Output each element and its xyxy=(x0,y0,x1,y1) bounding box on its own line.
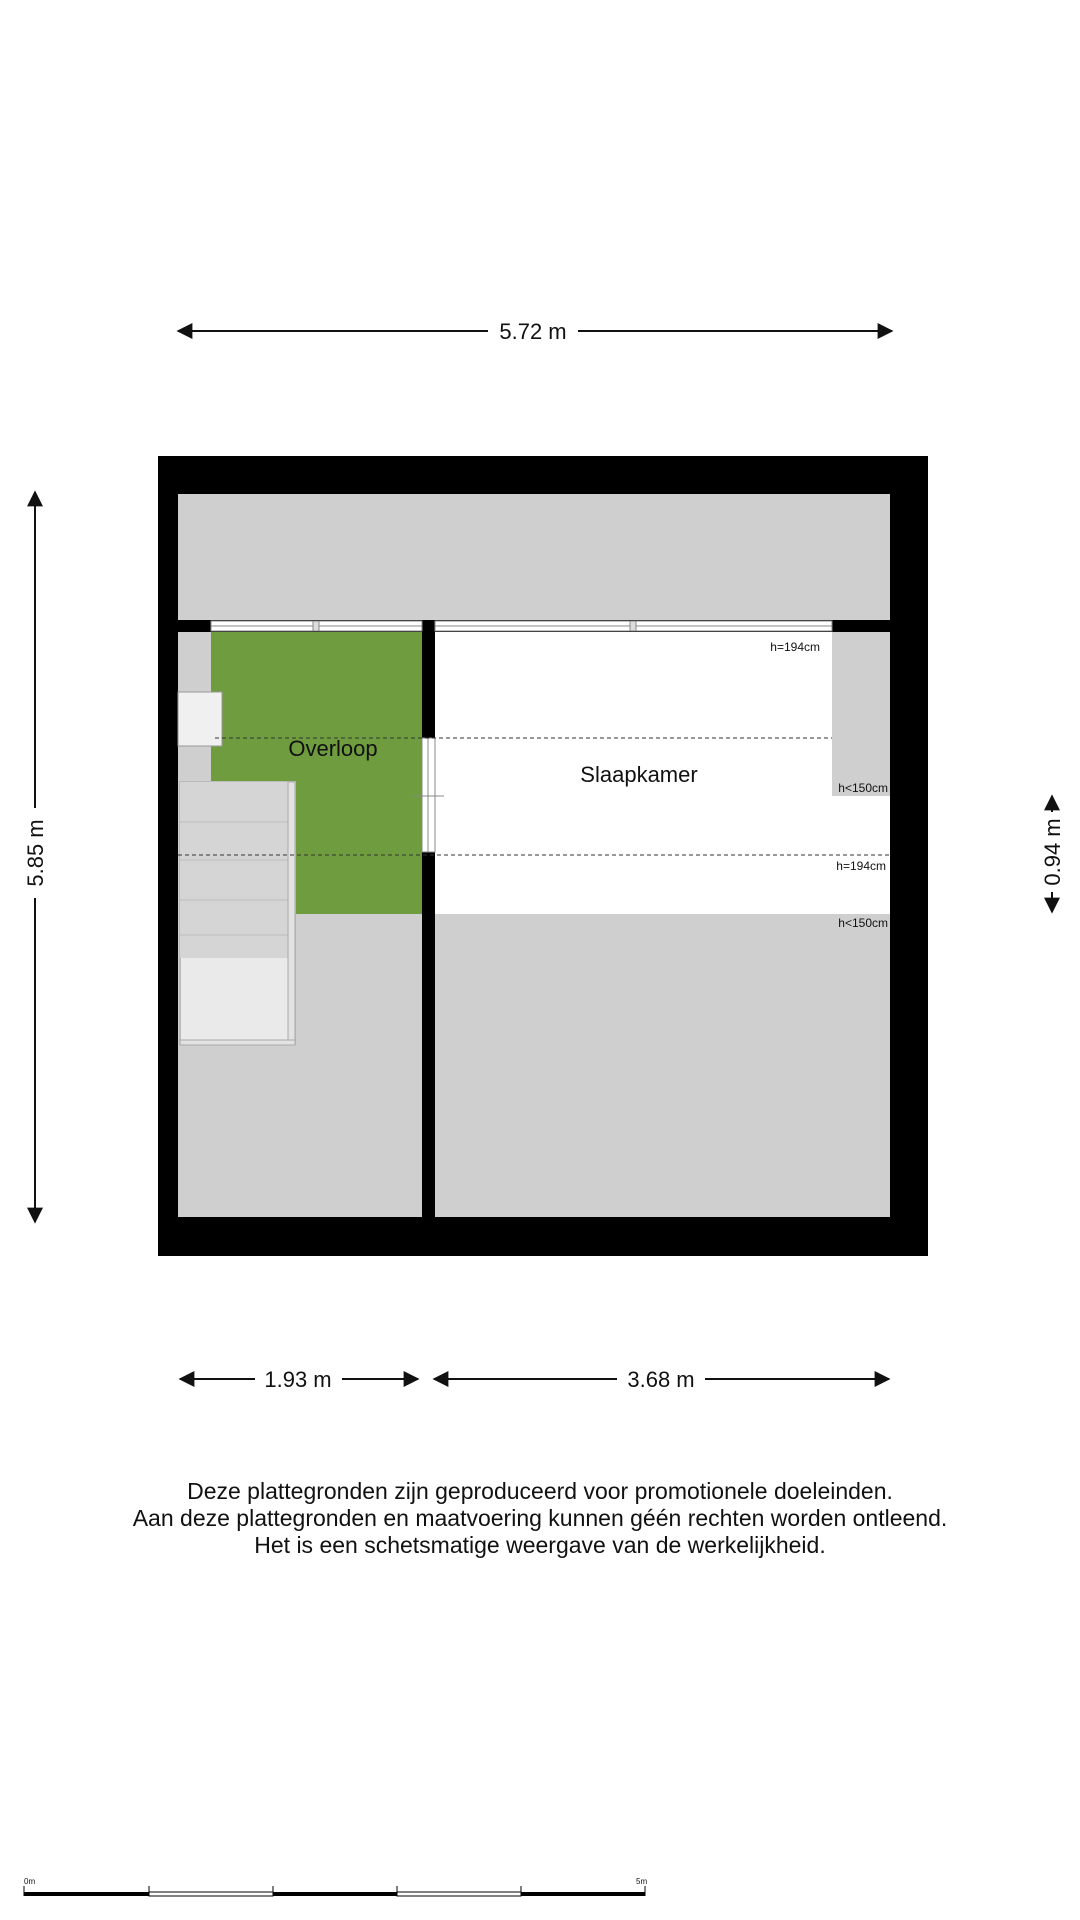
room-label-bedroom: Slaapkamer xyxy=(580,762,698,787)
height-label-top-right: h=194cm xyxy=(770,640,820,654)
height-label-mid-3: h<150cm xyxy=(838,916,888,930)
attic-zone-top xyxy=(178,494,890,620)
dimension-right-height xyxy=(1040,796,1065,912)
staircase xyxy=(180,782,295,1045)
scale-bar-end-label: 5m xyxy=(636,1877,648,1886)
scale-bar xyxy=(24,1877,647,1896)
dimension-bottom-right xyxy=(434,1367,889,1392)
dimension-left-height-label: 5.85 m xyxy=(23,819,48,887)
dimension-top-width xyxy=(178,319,892,344)
height-label-mid-2: h=194cm xyxy=(836,859,886,873)
height-label-mid-1: h<150cm xyxy=(838,781,888,795)
dimension-bottom-left xyxy=(180,1367,418,1392)
window-strip xyxy=(211,621,832,631)
dimension-top-width-label: 5.72 m xyxy=(499,319,567,344)
disclaimer-line-2: Aan deze plattegronden en maatvoering kunnen géén rechten worden ontleend. xyxy=(132,1505,948,1531)
room-label-landing: Overloop xyxy=(288,736,378,761)
dimension-bottom-right-label: 3.68 m xyxy=(627,1367,695,1392)
dimension-bottom-left-label: 1.93 m xyxy=(264,1367,332,1392)
interior-wall xyxy=(422,620,435,1220)
disclaimer-line-1: Deze plattegronden zijn geproduceerd voor promotionele doeleinden. xyxy=(187,1478,893,1504)
disclaimer-line-3: Het is een schetsmatige weergave van de werkelijkheid. xyxy=(254,1532,826,1558)
dimension-right-height-label: 0.94 m xyxy=(1040,818,1065,886)
scale-bar-start-label: 0m xyxy=(24,1877,36,1886)
dimension-left-height xyxy=(23,492,48,1222)
disclaimer xyxy=(0,1478,1080,1559)
